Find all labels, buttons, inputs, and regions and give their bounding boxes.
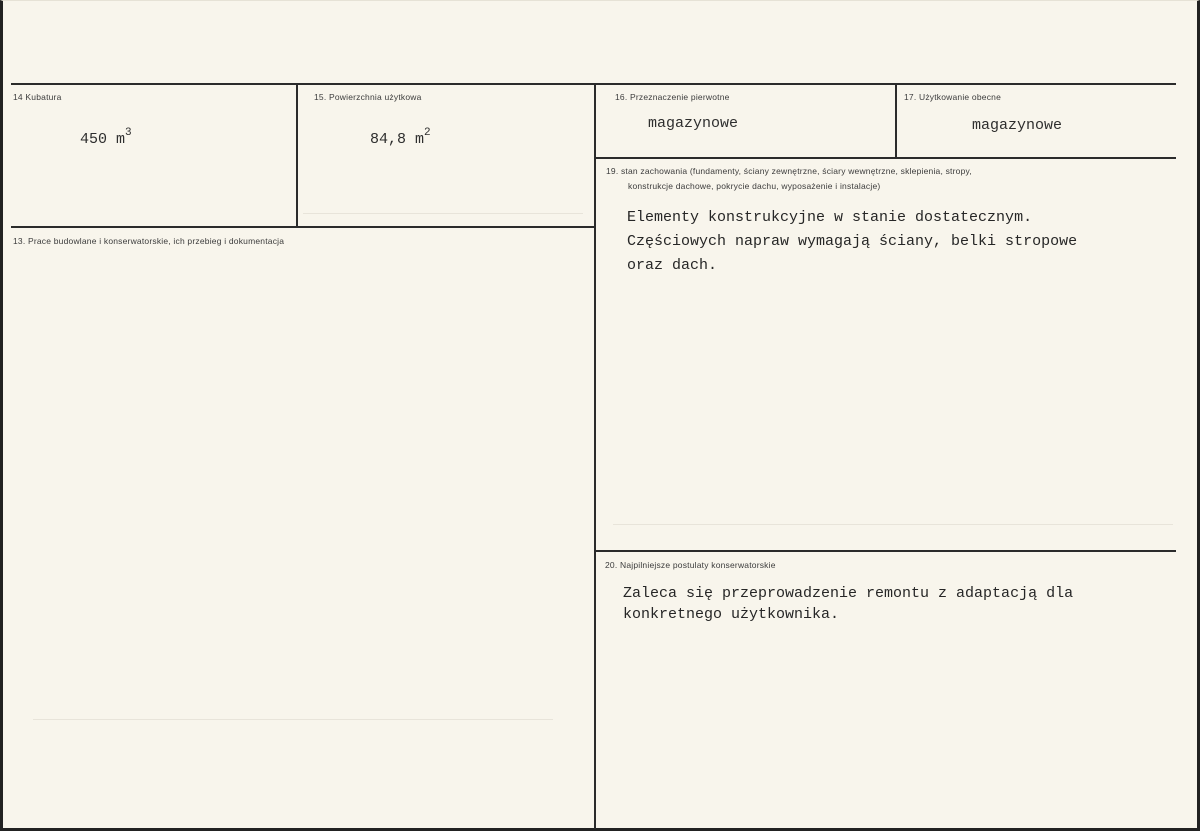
field-16-label: 16. Przeznaczenie pierwotne <box>615 92 730 102</box>
divider-16-17 <box>895 83 897 159</box>
divider-main <box>594 83 596 829</box>
field-19-text-line2: Częściowych napraw wymagają ściany, belki stropowe <box>627 233 1078 250</box>
field-15-label: 15. Powierzchnia użytkowa <box>314 92 422 102</box>
field-16-value: magazynowe <box>648 115 739 132</box>
rule-above-20 <box>595 550 1176 552</box>
scan-smudge <box>33 719 553 720</box>
field-20-text-line2: konkretnego użytkownika. <box>623 606 840 623</box>
rule-under-14-15 <box>11 226 595 228</box>
field-14-value: 450 $m^3$ <box>80 127 132 148</box>
field-20-label: 20. Najpilniejsze postulaty konserwatorskie <box>605 560 776 570</box>
divider-14-15 <box>296 83 298 228</box>
field-20-text-line1: Zaleca się przeprowadzenie remontu z adaptacją dla <box>623 585 1074 602</box>
field-19-label-line2: konstrukcje dachowe, pokrycie dachu, wyposażenie i instalacje) <box>628 181 881 191</box>
field-17-label: 17. Użytkowanie obecne <box>904 92 1002 102</box>
field-15-value: 84,8 $m^2$ <box>370 127 431 148</box>
scan-smudge <box>303 213 583 214</box>
field-14-label: 14 Kubatura <box>13 92 62 102</box>
field-19-text-line3: oraz dach. <box>627 257 718 274</box>
rule-under-16-17 <box>595 157 1176 159</box>
scan-smudge <box>613 524 1173 525</box>
field-17-value: magazynowe <box>972 117 1063 134</box>
field-18-label: 13. Prace budowlane i konserwatorskie, ich przebieg i dokumentacja <box>13 236 285 246</box>
field-19-label-line1: 19. stan zachowania (fundamenty, ściany zewnętrzne, ściary wewnętrzne, sklepienia, stropy, <box>606 166 972 176</box>
field-19-text-line1: Elementy konstrukcyjne w stanie dostatecznym. <box>627 209 1033 226</box>
